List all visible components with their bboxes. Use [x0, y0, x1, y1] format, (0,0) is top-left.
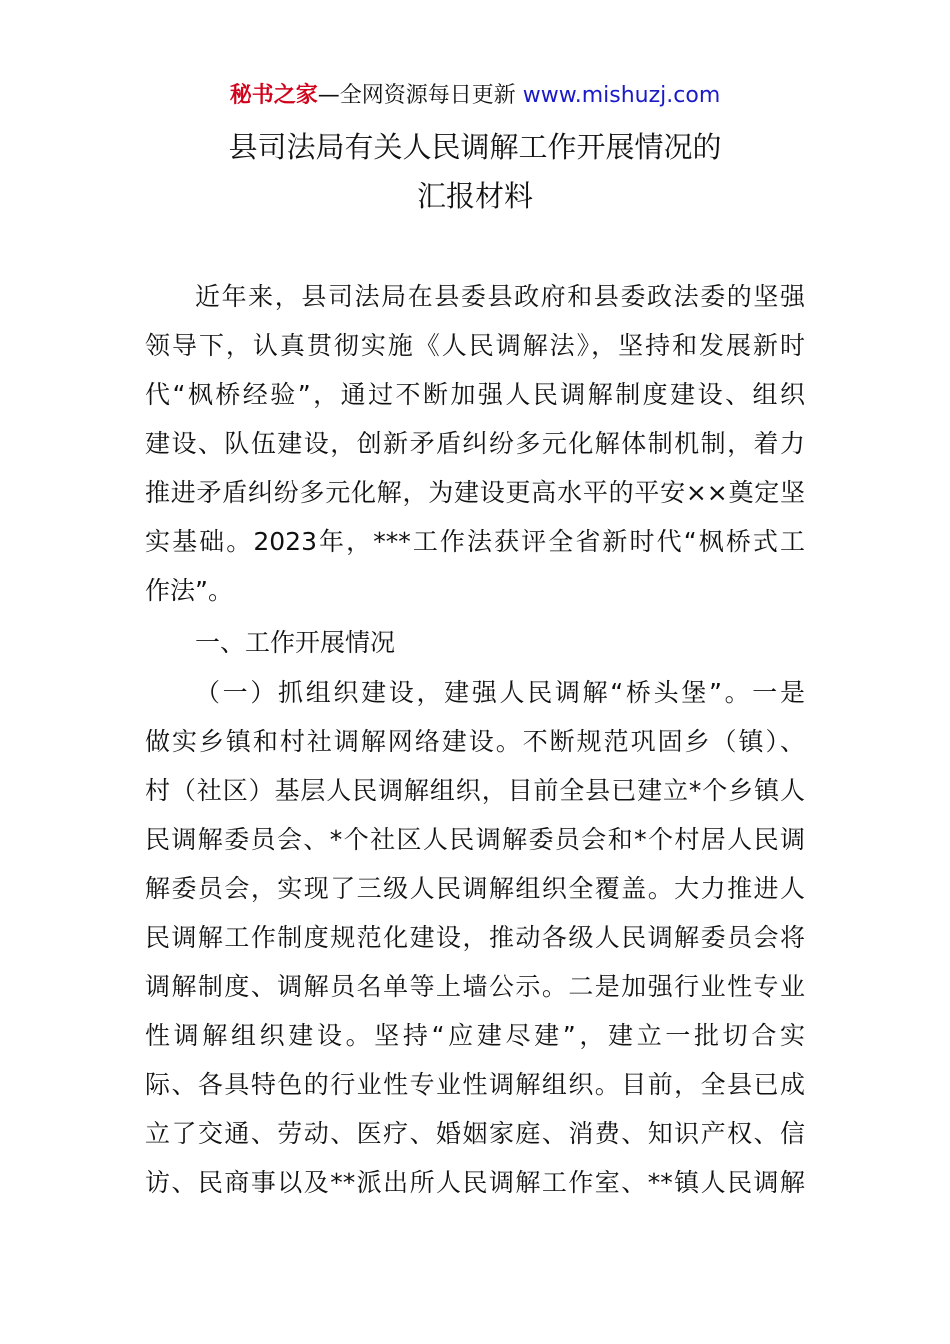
paragraph-line: 解委员会，实现了三级人民调解组织全覆盖。大力推进人 [145, 874, 805, 903]
document-title-line-1: 县司法局有关人民调解工作开展情况的 [228, 130, 722, 164]
section-heading: 一、工作开展情况 [195, 628, 396, 657]
paragraph-line: 际、各具特色的行业性专业性调解组织。目前，全县已成 [145, 1070, 805, 1099]
paragraph-line: 立了交通、劳动、医疗、婚姻家庭、消费、知识产权、信 [145, 1119, 805, 1148]
paragraph-line: 做实乡镇和村社调解网络建设。不断规范巩固乡（镇）、 [145, 727, 805, 756]
paragraph-line: 调解制度、调解员名单等上墙公示。二是加强行业性专业 [145, 972, 805, 1001]
paragraph-line: 代“枫桥经验”，通过不断加强人民调解制度建设、组织 [145, 380, 805, 409]
banner-slogan: —全网资源每日更新 [317, 83, 523, 108]
site-url-link[interactable]: www.mishuzj.com [522, 83, 721, 108]
site-banner [0, 80, 950, 112]
paragraph-line: 民调解工作制度规范化建设，推动各级人民调解委员会将 [145, 923, 805, 952]
paragraph-line: 民调解委员会、*个社区人民调解委员会和*个村居人民调 [145, 825, 805, 854]
paragraph-line: 性调解组织建设。坚持“应建尽建”，建立一批切合实 [145, 1021, 805, 1050]
paragraph-line: 领导下，认真贯彻实施《人民调解法》，坚持和发展新时 [145, 331, 805, 360]
document-title-line-2: 汇报材料 [416, 179, 533, 213]
paragraph-line: 作法”。 [145, 576, 233, 605]
paragraph-line: 推进矛盾纠纷多元化解，为建设更高水平的平安××奠定坚 [145, 478, 805, 507]
paragraph-line: 建设、队伍建设，创新矛盾纠纷多元化解体制机制，着力 [145, 429, 805, 458]
paragraph-line: 访、民商事以及**派出所人民调解工作室、**镇人民调解 [145, 1168, 805, 1197]
paragraph-line: （一）抓组织建设，建强人民调解“桥头堡”。一是 [195, 678, 805, 707]
brand-name: 秘书之家 [229, 83, 318, 108]
paragraph-line: 近年来，县司法局在县委县政府和县委政法委的坚强 [195, 282, 805, 311]
paragraph-line: 村（社区）基层人民调解组织，目前全县已建立*个乡镇人 [145, 776, 805, 805]
paragraph-line: 实基础。2023年，***工作法获评全省新时代“枫桥式工 [145, 527, 805, 556]
